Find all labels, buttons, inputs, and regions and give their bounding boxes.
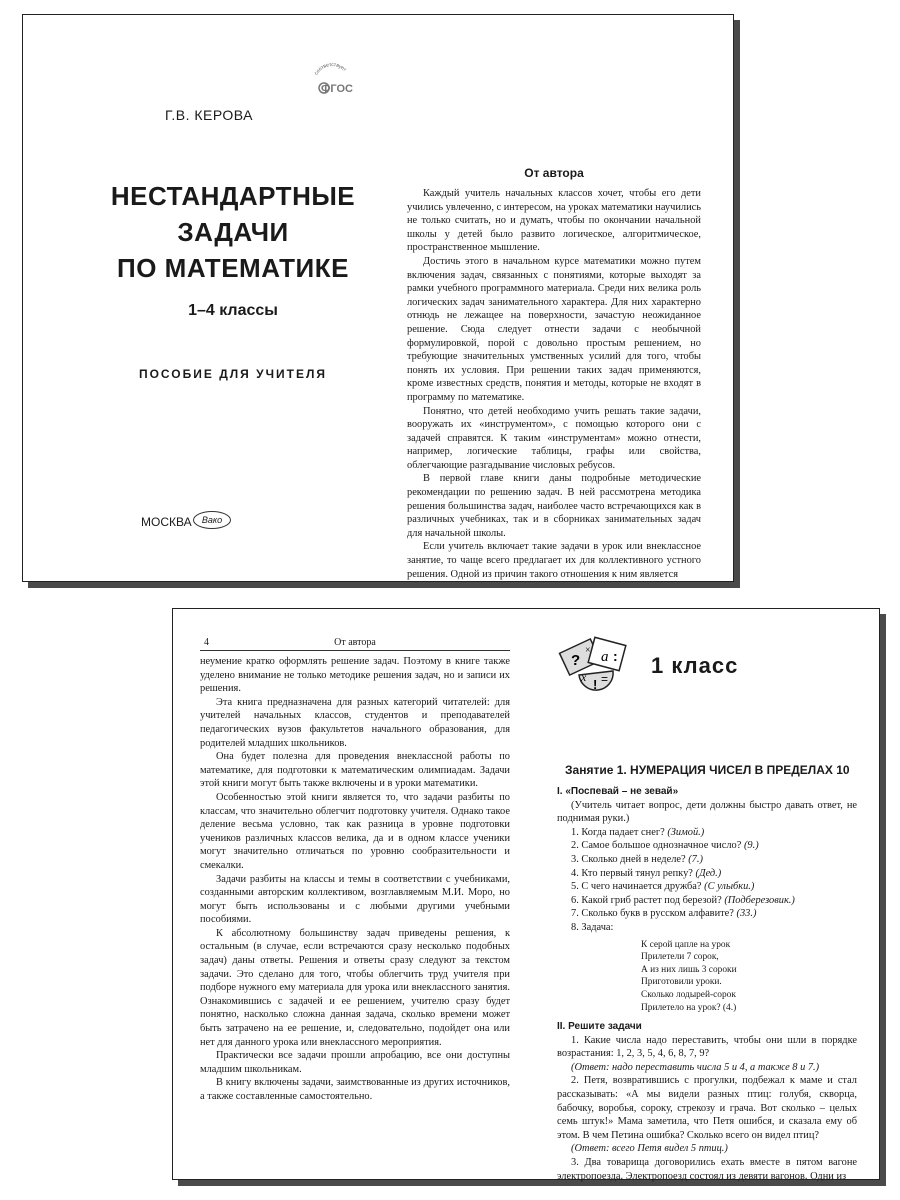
- grade-title: 1 класс: [651, 653, 739, 678]
- emblem-glyph: =: [601, 672, 609, 686]
- fgos-badge-icon: [307, 53, 357, 103]
- book-grades: 1–4 классы: [188, 302, 278, 319]
- page4-body: [200, 655, 510, 1104]
- question-answer: (Дед.): [695, 867, 722, 879]
- task-text: 2. Петя, возвратившись с прогулки, подбежал к маме и стал рассказывать: «А мы видели разных птиц: голубя, скворца, бабочку, воробья, сороку, стрекозу и грача. Вот сколько – целых семь штук!» Мама заметила, что Петя ошибся, и сказала ему об этом. В чем Петина ошибка? Сколько всего он видел птиц?: [557, 1075, 857, 1141]
- fgos-label: ФГОС: [321, 83, 353, 95]
- question-item: [557, 839, 857, 853]
- question-list: [557, 826, 857, 935]
- svg-text:соответствует: [313, 62, 347, 76]
- task-answer: (Ответ: надо переставить числа 5 и 4, а также 8 и 7.): [571, 1061, 820, 1073]
- poem-line: К серой цапле на урок: [641, 939, 731, 950]
- question-item: [557, 921, 857, 935]
- question-answer: (Подберезовик.): [724, 894, 795, 906]
- publisher-logo: Вако: [193, 511, 231, 529]
- question-text: 6. Какой гриб растет под березой?: [571, 894, 722, 906]
- title-line: ЗАДАЧИ: [177, 217, 289, 247]
- emblem-glyph: ?: [571, 652, 581, 669]
- question-item: [557, 907, 857, 921]
- emblem-glyph: !: [593, 677, 598, 692]
- page4-paragraph: Эта книга предназначена для разных категорий читателей: для учителей начальных классов, студентов и преподавателей педагогических вузов факультетов начального образования, для родителей младших школьников.: [200, 696, 510, 749]
- book-subtitle: ПОСОБИЕ ДЛЯ УЧИТЕЛЯ: [138, 367, 328, 381]
- page-number: 4: [204, 637, 209, 648]
- inner-spread: [172, 608, 880, 1180]
- foreword-body: [407, 187, 701, 581]
- question-answer: (С улыбки.): [704, 881, 755, 893]
- question-answer: (Зимой.): [667, 826, 705, 838]
- page4-paragraph: Она будет полезна для проведения внеклассной работы по математике, для подготовки к математическим олимпиадам. Задачи этой книги могут быть также включены и в уроки математики.: [200, 751, 510, 790]
- question-item: [557, 853, 857, 867]
- page5-body: [557, 785, 857, 1183]
- page4-paragraph: Особенностью этой книги является то, что задачи разбиты по классам, что значительно облегчит подготовку учителя. Однако такое деление весьма условно, так как разница в уровне подготовки учеников различных классов велика, да и в одном классе ученики могут значительно отличаться по уровню сообразительности и смекалки.: [200, 791, 510, 871]
- task-text: 3. Два товарища договорились ехать вместе в пятом вагоне электропоезда. Электропоезд состоял из девяти вагонов. Одни из: [557, 1157, 857, 1182]
- page4-paragraph: В книгу включены задачи, заимствованные из других источников, а также составленные самостоятельно.: [200, 1077, 510, 1102]
- task-text: 1. Какие числа надо переставить, чтобы они шли в порядке возрастания: 1, 2, 3, 5, 4, 6, 8, 7, 9?: [557, 1034, 857, 1060]
- question-text: 7. Сколько букв в русском алфавите?: [571, 908, 734, 920]
- cover-spread: [22, 14, 734, 582]
- page4-paragraph: Задачи разбиты на классы и темы в соответствии с учебниками, созданными авторским коллективом, возглавляемым М.И. Моро, но могут быть использованы и с любыми другими учебными пособиями.: [200, 873, 510, 926]
- page4-paragraph: К абсолютному большинству задач приведены решения, к остальным (в случае, если встречаются сразу несколько подобных задач) даны ответы. Решения и ответы сразу следуют за текстом задачи. Это сделано для того, чтобы облегчить труд учителя при подборе нужного ему материала для урока или внеклассного занятия. Ознакомившись с задачей и ее решением, учителю сразу будет понятно, насколько сложна данная задача, сколько времени может быть затрачено на ее решение, и, следовательно, подойдет она или нет для данного урока или внеклассного мероприятия.: [200, 927, 510, 1048]
- task-answer: (Ответ: всего Петя видел 5 птиц.): [571, 1143, 728, 1155]
- poem-line: Сколько лодырей-сорок: [641, 989, 736, 1000]
- math-symbols-emblem-icon: [557, 631, 637, 701]
- poem-line: Приготовили уроки.: [641, 977, 722, 988]
- section-intro: (Учитель читает вопрос, дети должны быстро давать ответ, не поднимая руки.): [557, 799, 857, 825]
- question-answer: (33.): [736, 908, 757, 920]
- question-text: 2. Самое большое однозначное число?: [571, 840, 742, 852]
- question-text: 1. Когда падает снег?: [571, 826, 665, 838]
- foreword-paragraph: В первой главе книги даны подробные методические рекомендации по решению задач. В ней рассмотрена методика решения большинства задач, наиболее часто встречающихся как в различных учебниках, так и в сборниках занимательных задач для начальной школы.: [407, 473, 701, 539]
- question-item: [557, 867, 857, 881]
- question-item: [557, 880, 857, 894]
- section-heading: I. «Поспевай – не зевай»: [557, 786, 679, 797]
- question-text: 8. Задача:: [571, 921, 614, 933]
- foreword-paragraph: Если учитель включает такие задачи в урок или внеклассное занятие, то чаще всего предлагает их для коллективного устного решения. Одной из причин такого отношения к ним является: [407, 541, 701, 580]
- question-text: 5. С чего начинается дружба?: [571, 881, 702, 893]
- section-heading: II. Решите задачи: [557, 1021, 642, 1033]
- emblem-glyph: a: [601, 649, 609, 665]
- question-text: 4. Кто первый тянул репку?: [571, 867, 693, 879]
- poem-line: Прилетели 7 сорок,: [641, 952, 719, 963]
- title-line: ПО МАТЕМАТИКЕ: [117, 253, 349, 283]
- question-answer: (9.): [743, 840, 759, 852]
- lesson-title: Занятие 1. НУМЕРАЦИЯ ЧИСЕЛ В ПРЕДЕЛАХ 10: [565, 763, 850, 777]
- running-head: [200, 637, 510, 651]
- foreword-paragraph: Понятно, что детей необходимо учить решать такие задачи, вооружать их «инструментом», с помощью которого они с задачей справятся. К таким «инструментам» можно отнести, например, логические таблицы, графы или свойства, облегчающие разгадывание числовых ребусов.: [407, 405, 701, 471]
- question-item: [557, 894, 857, 908]
- emblem-glyph: :: [613, 648, 618, 664]
- emblem-glyph: ×: [585, 645, 591, 656]
- foreword-heading: От автора: [524, 166, 584, 180]
- poem: [557, 939, 857, 1015]
- title-line: НЕСТАНДАРТНЫЕ: [110, 181, 356, 211]
- page4-paragraph: неумение кратко оформлять решение задач. Поэтому в книге также уделено внимание не только методике решения задач, но и записи их решения.: [200, 656, 510, 695]
- book-title: [53, 178, 413, 286]
- emblem-glyph: x: [581, 670, 587, 684]
- question-answer: (7.): [688, 853, 703, 865]
- question-item: [557, 826, 857, 840]
- foreword-paragraph: Каждый учитель начальных классов хочет, чтобы его дети учились увлеченно, с интересом, на уроках математики научились не только считать, но и думать, чтобы по окончании начальной школы у детей было развито логическое, алгоритмическое, пространственное мышление.: [407, 188, 701, 254]
- foreword-paragraph: Достичь этого в начальном курсе математики можно путем включения задач, связанных с понятиями, которые выходят за рамки учебного программного материала. Среди них велика роль логических задач занимательного характера. Для них характерно отнюдь не лежащее на поверхности, зачастую неожиданное решение. Сюда следует отнести задачи с необычной формулировкой, порой с довольно простым решением, но требующие значительных умственных усилий для того, чтобы понять их условия. При решении таких задач применяются, кроме известных средств, понятия и методы, которые не входят в программу по математике.: [407, 255, 701, 403]
- question-text: 3. Сколько дней в неделе?: [571, 853, 686, 865]
- fgos-arc-text: соответствует: [313, 61, 348, 77]
- poem-line: Прилетело на урок? (4.): [641, 1002, 737, 1013]
- page4-paragraph: Практически все задачи прошли апробацию, все они доступны младшим школьникам.: [200, 1050, 510, 1075]
- poem-line: А из них лишь 3 сороки: [641, 964, 737, 975]
- publisher-city: МОСКВА: [141, 515, 192, 529]
- book-author: Г.В. КЕРОВА: [165, 107, 254, 123]
- running-title: От автора: [334, 637, 376, 648]
